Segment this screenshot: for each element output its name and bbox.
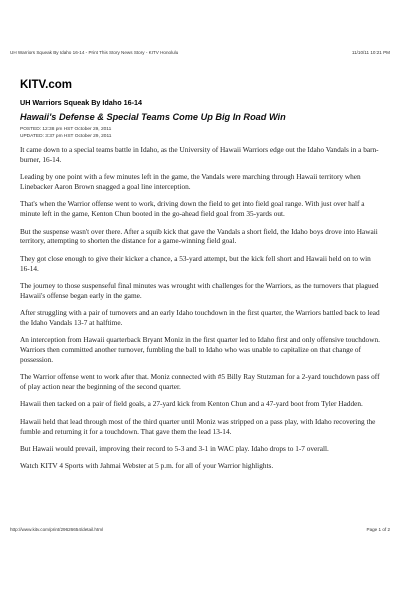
site-title: KITV.com: [20, 79, 72, 91]
page-url[interactable]: http://www.kitv.com/print/29626654/detail.html: [10, 527, 104, 532]
article-paragraph: Hawaii then tacked on a pair of field goals, a 27-yard kick from Kenton Chun and a 47-yard boot from Tyler Hadden.: [20, 399, 363, 409]
posted-timestamp: POSTED: 12:38 pm HST October 29, 2011: [20, 127, 112, 132]
article-paragraph: Watch KITV 4 Sports with Jahmai Webster at 5 p.m. for all of your Warrior highlights.: [20, 461, 274, 471]
updated-timestamp: UPDATED: 3:37 pm HST October 29, 2011: [20, 133, 112, 139]
article-paragraph: Hawaii held that lead through most of the third quarter until Moniz was stripped on a pass play, with Idaho recovering the fumble and returning it for a touchdown. That gave them the lead 13-14.: [20, 416, 376, 436]
article: [20, 78, 382, 479]
article-body: [20, 145, 382, 471]
article-paragraph: They got close enough to give their kicker a chance, a 53-yard attempt, but the kick fell short and Hawaii held on to win 16-14.: [20, 253, 371, 273]
article-paragraph: After struggling with a pair of turnovers and an early Idaho touchdown in the first quarter, the Warriors battled back to lead the Idaho Vandals 13-7 at halftime.: [20, 308, 380, 327]
article-meta: [20, 127, 382, 140]
article-paragraph: But Hawaii would prevail, improving their record to 5-3 and 3-1 in WAC play. Idaho drops to 1-7 overall.: [20, 444, 329, 454]
article-paragraph: An interception from Hawaii quarterback Bryant Moniz in the first quarter led to Idaho first and only offensive touchdown. Warriors then committed another turnover, fumbling the ball to Idaho who was unable to capitalize on that change of possession.: [20, 335, 380, 364]
print-header-datetime: 11/10/11 10:21 PM: [351, 50, 390, 55]
page-number: Page 1 of 2: [366, 527, 390, 532]
print-header: [10, 50, 390, 60]
article-paragraph: The Warrior offense went to work after that. Moniz connected with #5 Billy Ray Stutzman for a 2-yard touchdown pass off of play action near the beginning of the second quarter.: [20, 372, 380, 392]
article-paragraph: The journey to those suspenseful final minutes was wrought with challenges for the Warriors, as the turnovers that plagued Hawaii's offense began early in the game.: [20, 280, 379, 300]
print-header-title: UH Warriors Squeak By Idaho 16-14 - Print This Story News Story - KITV Honolulu: [10, 50, 179, 55]
article-paragraph: That's when the Warrior offense went to work, driving down the field to get into field goal range. With just over half a minute left in the game, Kenton Chun booted in the go-ahead field goal from 35-yards out.: [20, 199, 365, 219]
article-paragraph: It came down to a special teams battle in Idaho, as the University of Hawaii Warriors edge out the Idaho Vandals in a barn-burner, 16-14.: [20, 145, 379, 164]
article-paragraph: Leading by one point with a few minutes left in the game, the Vandals were marching through Hawaii territory when Linebacker Aaron Brown snagged a goal line interception.: [20, 172, 361, 191]
article-subheadline: Hawaii's Defense & Special Teams Come Up Big In Road Win: [20, 112, 286, 122]
article-headline: UH Warriors Squeak By Idaho 16-14: [20, 98, 142, 107]
print-footer: [10, 527, 390, 535]
article-paragraph: But the suspense wasn't over there. After a squib kick that gave the Vandals a short field, the Idaho boys drove into Hawaii territory, attempting to shorten the distance for a game-winning field goal.: [20, 226, 378, 246]
